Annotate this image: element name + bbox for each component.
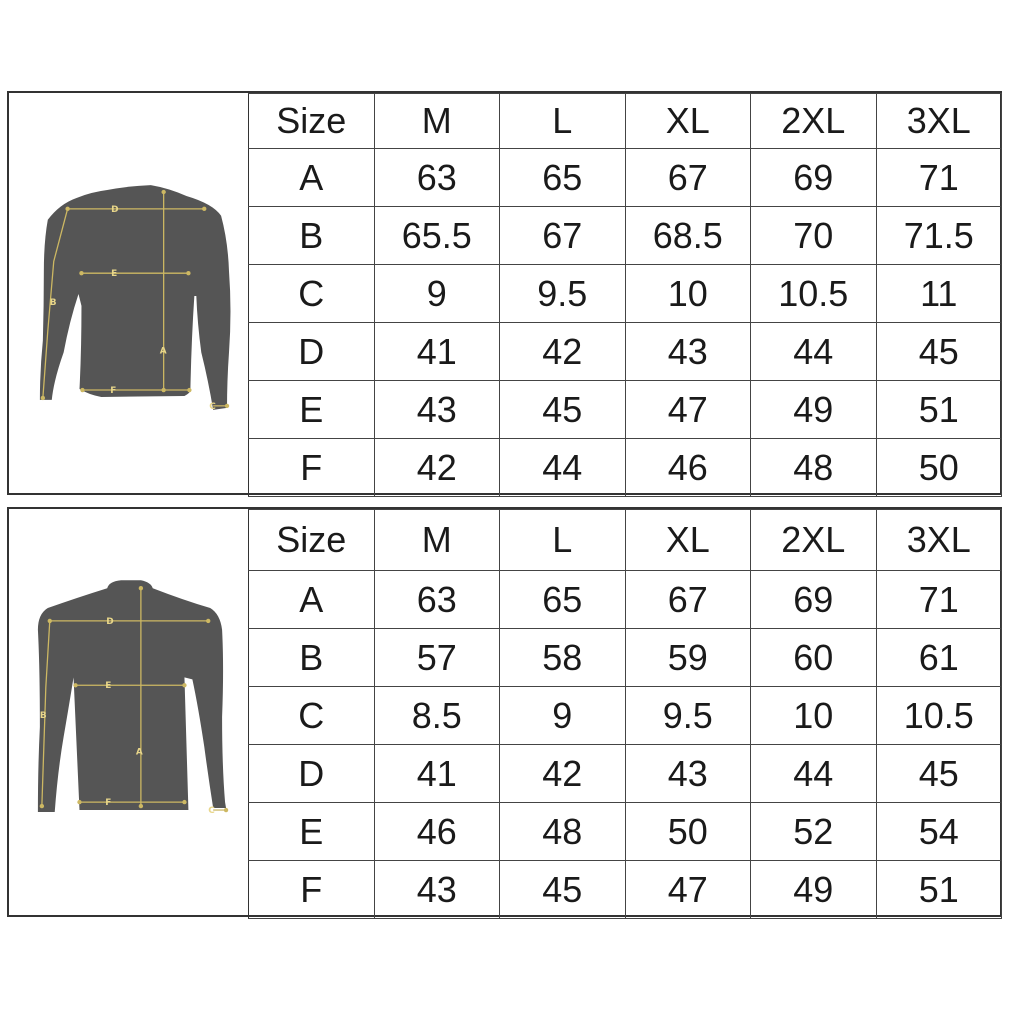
label-e: E <box>111 269 118 280</box>
header-cell: XL <box>625 510 751 571</box>
table-cell: D <box>249 745 375 803</box>
table-cell: 10.5 <box>876 687 1002 745</box>
table-cell: 65 <box>500 149 626 207</box>
table-cell: 51 <box>876 861 1002 919</box>
table-cell: B <box>249 207 375 265</box>
header-cell: 2XL <box>751 510 877 571</box>
label-d: D <box>106 616 114 627</box>
table-cell: 46 <box>374 803 500 861</box>
table-cell: 43 <box>374 861 500 919</box>
table-cell: 50 <box>625 803 751 861</box>
long-sleeve-shirt-icon <box>9 509 249 915</box>
shirt-diagram-top <box>9 93 249 493</box>
table-cell: 67 <box>625 571 751 629</box>
table-row <box>249 207 1002 265</box>
table-row <box>249 381 1002 439</box>
table-cell: 51 <box>876 381 1002 439</box>
label-f: F <box>105 798 112 809</box>
size-table-bottom <box>248 509 1002 919</box>
size-chart-bottom <box>7 507 1002 917</box>
long-sleeve-shirt-icon <box>9 93 249 493</box>
header-cell: M <box>374 510 500 571</box>
header-row <box>249 94 1002 149</box>
table-cell: 11 <box>876 265 1002 323</box>
table-cell: 46 <box>625 439 751 497</box>
label-a: A <box>159 346 167 357</box>
table-cell: 41 <box>374 745 500 803</box>
table-cell: 9.5 <box>625 687 751 745</box>
label-e: E <box>105 681 112 692</box>
label-a: A <box>135 747 143 758</box>
table-cell: 63 <box>374 571 500 629</box>
table-cell: 71 <box>876 571 1002 629</box>
table-cell: 65 <box>500 571 626 629</box>
table-cell: 71 <box>876 149 1002 207</box>
table-cell: F <box>249 439 375 497</box>
table-row <box>249 687 1002 745</box>
table-cell: 44 <box>500 439 626 497</box>
table-cell: 10 <box>751 687 877 745</box>
table-cell: 63 <box>374 149 500 207</box>
table-row <box>249 265 1002 323</box>
table-cell: 57 <box>374 629 500 687</box>
table-cell: 58 <box>500 629 626 687</box>
table-cell: 10.5 <box>751 265 877 323</box>
table-row <box>249 629 1002 687</box>
table-cell: 60 <box>751 629 877 687</box>
header-cell: 2XL <box>751 94 877 149</box>
header-cell: L <box>500 94 626 149</box>
table-cell: C <box>249 265 375 323</box>
header-cell: Size <box>249 510 375 571</box>
table-cell: 42 <box>500 323 626 381</box>
table-cell: 44 <box>751 323 877 381</box>
table-cell: 67 <box>500 207 626 265</box>
table-cell: 42 <box>500 745 626 803</box>
table-cell: 45 <box>876 323 1002 381</box>
header-cell: Size <box>249 94 375 149</box>
table-row <box>249 439 1002 497</box>
table-cell: 71.5 <box>876 207 1002 265</box>
table-cell: 43 <box>374 381 500 439</box>
table-cell: E <box>249 803 375 861</box>
table-cell: 44 <box>751 745 877 803</box>
table-cell: 49 <box>751 861 877 919</box>
table-cell: 61 <box>876 629 1002 687</box>
shirt-diagram-bottom <box>9 509 249 915</box>
label-f: F <box>110 386 117 396</box>
table-cell: 43 <box>625 323 751 381</box>
table-cell: E <box>249 381 375 439</box>
table-cell: 42 <box>374 439 500 497</box>
table-cell: 49 <box>751 381 877 439</box>
table-cell: 45 <box>500 381 626 439</box>
table-cell: 47 <box>625 381 751 439</box>
header-cell: XL <box>625 94 751 149</box>
table-cell: 41 <box>374 323 500 381</box>
table-cell: 45 <box>876 745 1002 803</box>
table-row <box>249 861 1002 919</box>
table-cell: 9.5 <box>500 265 626 323</box>
size-chart-top <box>7 91 1002 495</box>
table-row <box>249 323 1002 381</box>
table-cell: 69 <box>751 571 877 629</box>
header-cell: M <box>374 94 500 149</box>
label-c: C <box>208 806 215 817</box>
table-cell: 69 <box>751 149 877 207</box>
table-row <box>249 745 1002 803</box>
table-cell: 54 <box>876 803 1002 861</box>
table-cell: 8.5 <box>374 687 500 745</box>
table-row <box>249 149 1002 207</box>
header-cell: L <box>500 510 626 571</box>
table-cell: C <box>249 687 375 745</box>
table-row <box>249 803 1002 861</box>
table-cell: 65.5 <box>374 207 500 265</box>
table-cell: D <box>249 323 375 381</box>
table-cell: 9 <box>500 687 626 745</box>
header-cell: 3XL <box>876 94 1002 149</box>
table-cell: 9 <box>374 265 500 323</box>
table-cell: A <box>249 571 375 629</box>
label-b: B <box>49 297 57 308</box>
label-c: C <box>209 401 216 412</box>
table-cell: 50 <box>876 439 1002 497</box>
table-row <box>249 571 1002 629</box>
table-cell: 45 <box>500 861 626 919</box>
table-cell: 48 <box>751 439 877 497</box>
table-cell: 52 <box>751 803 877 861</box>
table-cell: 70 <box>751 207 877 265</box>
size-table-top <box>248 93 1002 497</box>
table-cell: 10 <box>625 265 751 323</box>
table-cell: 59 <box>625 629 751 687</box>
table-cell: B <box>249 629 375 687</box>
table-cell: 47 <box>625 861 751 919</box>
label-b: B <box>39 710 47 721</box>
table-cell: 67 <box>625 149 751 207</box>
table-cell: 48 <box>500 803 626 861</box>
label-d: D <box>111 204 119 215</box>
table-cell: 68.5 <box>625 207 751 265</box>
table-cell: F <box>249 861 375 919</box>
header-cell: 3XL <box>876 510 1002 571</box>
table-cell: 43 <box>625 745 751 803</box>
table-cell: A <box>249 149 375 207</box>
header-row <box>249 510 1002 571</box>
